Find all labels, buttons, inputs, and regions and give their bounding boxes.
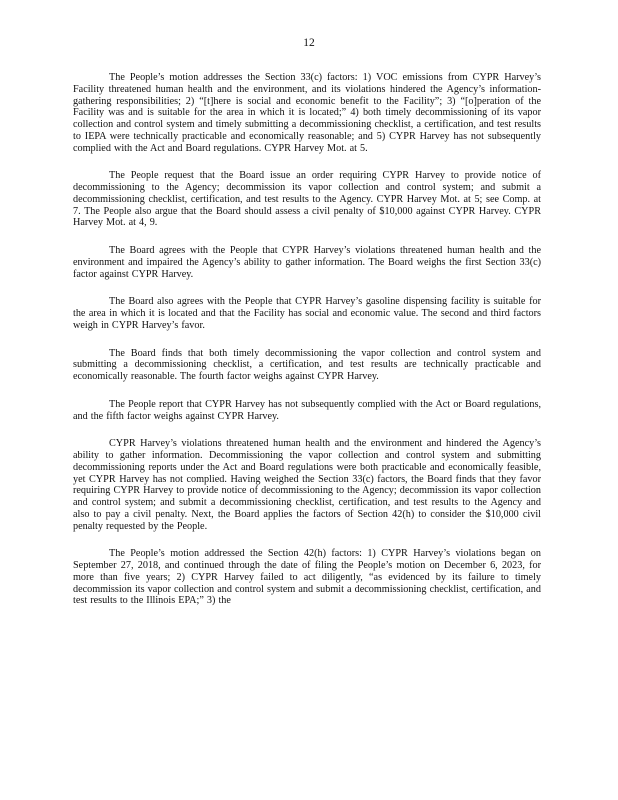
paragraph-second-third-factors: The Board also agrees with the People that CYPR Harvey’s gasoline dispensing facility is suitable for the area in which it is located and that the Facility has social and economic value. The second and third factors weigh in CYPR Harvey’s favor. xyxy=(73,296,541,331)
paragraph-people-request: The People request that the Board issue an order requiring CYPR Harvey to provide notice of decommissioning to the Agency; decommission its vapor collection and control system; and submit a decommissioning checklist, certification, and test results to the Agency. CYPR Harvey Mot. at 5; see Comp. at 7. The People also argue that the Board should assess a civil penalty of $10,000 against CYPR Harvey. CYPR Harvey Mot. at 4, 9. xyxy=(73,170,541,229)
page-number: 12 xyxy=(303,37,315,49)
paragraph-42h-factors: The People’s motion addressed the Section 42(h) factors: 1) CYPR Harvey’s violations began on September 27, 2018, and continued through the date of filing the People’s motion on December 6, 2023, for more than five years; 2) CYPR Harvey failed to act diligently, “as evidenced by its failure to timely decommission its vapor collection and control system and submit a decommissioning checklist, certification, and test results to the Illinois EPA;” 3) the xyxy=(73,548,541,607)
body-text xyxy=(73,72,541,623)
paragraph-board-finding: CYPR Harvey’s violations threatened human health and the environment and hindered the Agency’s ability to gather information. Decommissioning the vapor collection and control system and submitting decommissioning reports under the Act and Board regulations were both practicable and economically feasible, yet CYPR Harvey has not complied. Having weighed the Section 33(c) factors, the Board finds that they favor requiring CYPR Harvey to provide notice of decommissioning to the Agency; decommission its vapor collection and control system; and submit a decommissioning checklist, certification, and test results to the Agency and also to pay a civil penalty. Next, the Board applies the factors of Section 42(h) to consider the $10,000 civil penalty requested by the People. xyxy=(73,438,541,532)
paragraph-fifth-factor: The People report that CYPR Harvey has not subsequently complied with the Act or Board regulations, and the fifth factor weighs against CYPR Harvey. xyxy=(73,398,541,422)
paragraph-fourth-factor: The Board finds that both timely decommissioning the vapor collection and control system and submitting a decommissioning checklist, a certification, and test results are technically practicable and economically reasonable. The fourth factor weighs against CYPR Harvey. xyxy=(73,347,541,382)
paragraph-first-factor: The Board agrees with the People that CYPR Harvey’s violations threatened human health and the environment and impaired the Agency’s ability to gather information. The Board weighs the first Section 33(c) factor against CYPR Harvey. xyxy=(73,245,541,280)
paragraph-33c-factors: The People’s motion addresses the Section 33(c) factors: 1) VOC emissions from CYPR Harvey’s Facility threatened human health and the environment, and its violations hindered the Agency’s information-gathering responsibilities; 2) “[t]here is social and economic benefit to the Facility”; 3) “[o]peration of the Facility was and is suitable for the area in which it is located;” 4) both timely decommissioning of its vapor collection and control system and timely submitting a decommissioning checklist, a certification, and test results to IEPA were technically practicable and economically reasonable; and 5) CYPR Harvey has not subsequently complied with the Act and Board regulations. CYPR Harvey Mot. at 5. xyxy=(73,72,541,154)
